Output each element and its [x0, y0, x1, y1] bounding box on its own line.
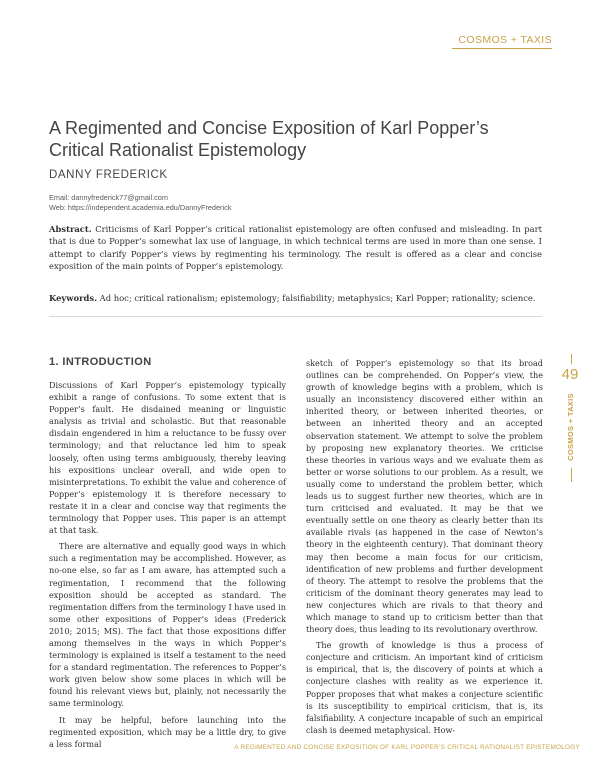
running-footer: A REGIMENTED AND CONCISE EXPOSITION OF KARL POPPER’S CRITICAL RATIONALIST EPISTEMOLOGY	[234, 744, 580, 751]
paragraph: Discussions of Karl Popper’s epistemology typically exhibit a range of confusions. To some extent that is Popper’s fault. He disdained meaning or linguistic analysis as trivial and scholastic. But that reasonable disdain engendered in him a reluctance to be fussy over terminology; and that reluctance led him to speak loosely, often using terms ambiguously, thereby leaving his expositions unclear overall, and wide open to misinterpretations. To exhibit the value and coherence of Popper’s epistemology it is therefore necessary to restate it in a clear and concise way that regiments the terminology that Popper uses. This paper is an attempt at that task.	[49, 380, 286, 536]
keywords-label: Keywords.	[49, 293, 97, 303]
abstract	[49, 223, 542, 273]
abstract-label: Abstract.	[49, 224, 92, 234]
keywords-text: Ad hoc; critical rationalism; epistemology; falsifiability; metaphysics; Karl Popper; rationality; science.	[99, 293, 536, 303]
author-email[interactable]: Email: dannyfrederick77@gmail.com	[49, 193, 168, 202]
paragraph: sketch of Popper’s epistemology so that its broad outlines can be comprehended. On Popper’s view, the growth of knowledge begins with a problem, which is usually an inconsistency discovered either within an inherited theory, or between inherited theories, or between an inherited theory and an accepted observation statement. We attempt to solve the problem by proposing new explanatory theories. We criticise these theories in various ways and we evaluate them as better or worse solutions to our problem. As a result, we usually come to understand the problem better, which leads us to suggest further new theories, which are in turn criticised and evaluated. It may be that we eventually settle on one theory as clearly better than its available rivals (as happened in the case of Newton’s theory in the eighteenth century). That dominant theory may then become a main focus for our criticism, identification of new problems and further development of theory. The attempt to resolve the problems that the criticism of the dominant theory generates may lead to new conjectures which are rivals to that theory and which manage to stand up to criticism better than that theory does, thus leading to its revolutionary overthrow.	[306, 358, 543, 635]
sidebar-journal-name: COSMOS + TAXIS	[566, 393, 575, 461]
author-name: DANNY FREDERICK	[49, 169, 168, 181]
page-number: 49	[561, 366, 579, 383]
right-column	[306, 357, 543, 740]
paragraph: The growth of knowledge is thus a process of conjecture and criticism. An important kind of criticism is empirical, that is, the discovery of points at which a conjecture clashes with reality as we experience it. Popper proposes that what makes a conjecture scientific is its susceptibility to empirical criticism, that is, its falsifiability. A conjecture incapable of such an empirical clash is deemed metaphysical. How-	[306, 640, 543, 735]
author-contact	[49, 193, 231, 213]
sidebar-rule-top	[571, 354, 572, 364]
paragraph: There are alternative and equally good ways in which such a regimentation may be accomplished. However, as no-one else, so far as I am aware, has attempted such a regimentation, I recommend that the following exposition should be accepted as standard. The regimentation differs from the terminology I have used in some other expositions of Popper’s ideas (Frederick 2010; 2015; MS). The fact that those expositions differ among themselves in the ways in which Popper’s terminology is explained is itself a testament to the need for a standard regimentation. The references to Popper’s work given below show some places in which will be found his relevant views but, plainly, not necessarily the same terminology.	[49, 541, 286, 709]
abstract-text: Criticisms of Karl Popper’s critical rationalist epistemology are often confused and misleading. In part that is due to Popper’s somewhat lax use of language, in which technical terms are used in more than one sense. I attempt to clarify Popper’s views by regimenting his terminology. The result is offered as a clear and concise exposition of the main points of Popper’s epistemology.	[49, 224, 542, 272]
author-web[interactable]: Web: https://independent.academia.edu/DannyFrederick	[49, 203, 232, 212]
sidebar-rule-bottom	[571, 468, 572, 482]
header-rule	[452, 48, 552, 49]
article-title: A Regimented and Concise Exposition of Karl Popper’s Critical Rationalist Epistemology	[49, 118, 489, 160]
keywords	[49, 292, 542, 304]
paragraph: It may be helpful, before launching into the regimented exposition, which may be a little dry, to give a less formal	[49, 714, 286, 749]
journal-name-header: COSMOS + TAXIS	[458, 34, 552, 46]
section-heading: 1. INTRODUCTION	[49, 356, 152, 368]
left-column	[49, 379, 286, 754]
section-divider	[49, 316, 542, 317]
